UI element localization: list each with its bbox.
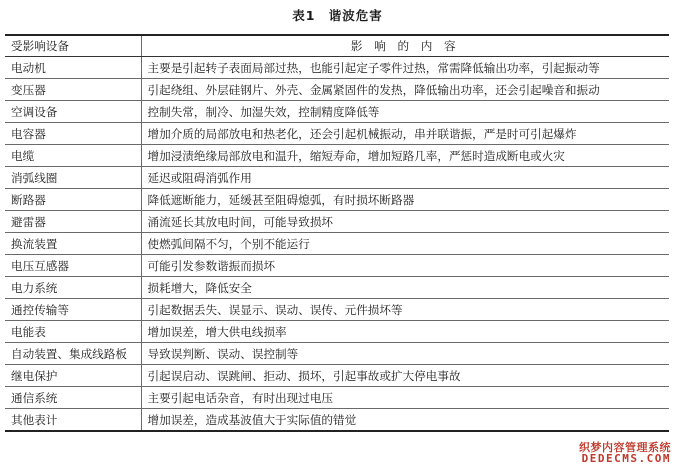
table-row xyxy=(5,123,669,145)
device-cell: 电力系统 xyxy=(5,277,141,299)
table-row xyxy=(5,343,669,365)
table-row xyxy=(5,277,669,299)
effect-cell: 涌流延长其放电时间，可能导致损坏 xyxy=(141,211,669,233)
device-cell: 自动装置、集成线路板 xyxy=(5,343,141,365)
table-row xyxy=(5,299,669,321)
effect-cell: 可能引发参数谐振而损坏 xyxy=(141,255,669,277)
effect-cell: 增加介质的局部放电和热老化，还会引起机械振动，串并联谐振，严是时可引起爆炸 xyxy=(141,123,669,145)
effect-cell: 引起绕组、外层硅钢片、外壳、金属紧固件的发热，降低输出功率，还会引起噪音和振动 xyxy=(141,79,669,101)
device-cell: 换流装置 xyxy=(5,233,141,255)
effect-cell: 损耗增大，降低安全 xyxy=(141,277,669,299)
table-row xyxy=(5,57,669,79)
table-caption xyxy=(0,6,675,24)
device-cell: 消弧线圈 xyxy=(5,167,141,189)
device-cell: 电能表 xyxy=(5,321,141,343)
table-row xyxy=(5,255,669,277)
table-row xyxy=(5,211,669,233)
device-cell: 电缆 xyxy=(5,145,141,167)
device-cell: 电压互感器 xyxy=(5,255,141,277)
table-row xyxy=(5,101,669,123)
effect-cell: 引起数据丢失、误显示、误动、误传、元件损坏等 xyxy=(141,299,669,321)
watermark-cn: 织梦内容管理系统 xyxy=(579,440,671,454)
device-cell: 断路器 xyxy=(5,189,141,211)
table-number: 表1 xyxy=(292,8,316,23)
table-row xyxy=(5,409,669,432)
table-row xyxy=(5,189,669,211)
device-cell: 空调设备 xyxy=(5,101,141,123)
effect-cell: 增加误差，增大供电线损率 xyxy=(141,321,669,343)
device-cell: 继电保护 xyxy=(5,365,141,387)
effect-cell: 延迟或阻碍消弧作用 xyxy=(141,167,669,189)
table-title: 谐波危害 xyxy=(328,8,383,23)
table-row xyxy=(5,387,669,409)
header-effect-content: 影 响 的 内 容 xyxy=(141,35,669,57)
effect-cell: 引起误启动、误跳闸、拒动、损坏，引起事故或扩大停电事故 xyxy=(141,365,669,387)
header-affected-device: 受影响设备 xyxy=(5,35,141,57)
table-row xyxy=(5,167,669,189)
effect-cell: 降低遮断能力，延缓甚至阻碍熄弧，有时损坏断路器 xyxy=(141,189,669,211)
effect-cell: 控制失常，制冷、加湿失效，控制精度降低等 xyxy=(141,101,669,123)
device-cell: 通信系统 xyxy=(5,387,141,409)
device-cell: 电动机 xyxy=(5,57,141,79)
effect-cell: 增加误差，造成基波值大于实际值的错觉 xyxy=(147,412,357,427)
device-cell: 变压器 xyxy=(5,79,141,101)
table-row xyxy=(5,233,669,255)
table-row xyxy=(5,365,669,387)
table-header-row xyxy=(5,35,669,57)
device-cell: 电容器 xyxy=(5,123,141,145)
effect-cell: 主要是引起转子表面局部过热，也能引起定子零件过热，常需降低输出功率，引起振动等 xyxy=(141,57,669,79)
table-row xyxy=(5,79,669,101)
site-watermark xyxy=(579,442,671,465)
table-row xyxy=(5,145,669,167)
harmonic-hazard-table xyxy=(5,34,669,432)
device-cell: 避雷器 xyxy=(5,211,141,233)
effect-cell: 增加浸渍绝缘局部放电和温升，缩短寿命，增加短路几率，严惩时造成断电或火灾 xyxy=(141,145,669,167)
watermark-en: DEDECMS.COM xyxy=(581,452,671,466)
device-cell: 通控传输等 xyxy=(5,299,141,321)
device-cell: 其他表计 xyxy=(5,409,141,432)
effect-cell: 主要引起电话杂音，有时出现过电压 xyxy=(141,387,669,409)
effect-cell: 使燃弧间隔不匀，个别不能运行 xyxy=(141,233,669,255)
table-row xyxy=(5,321,669,343)
effect-cell: 导致误判断、误动、误控制等 xyxy=(141,343,669,365)
